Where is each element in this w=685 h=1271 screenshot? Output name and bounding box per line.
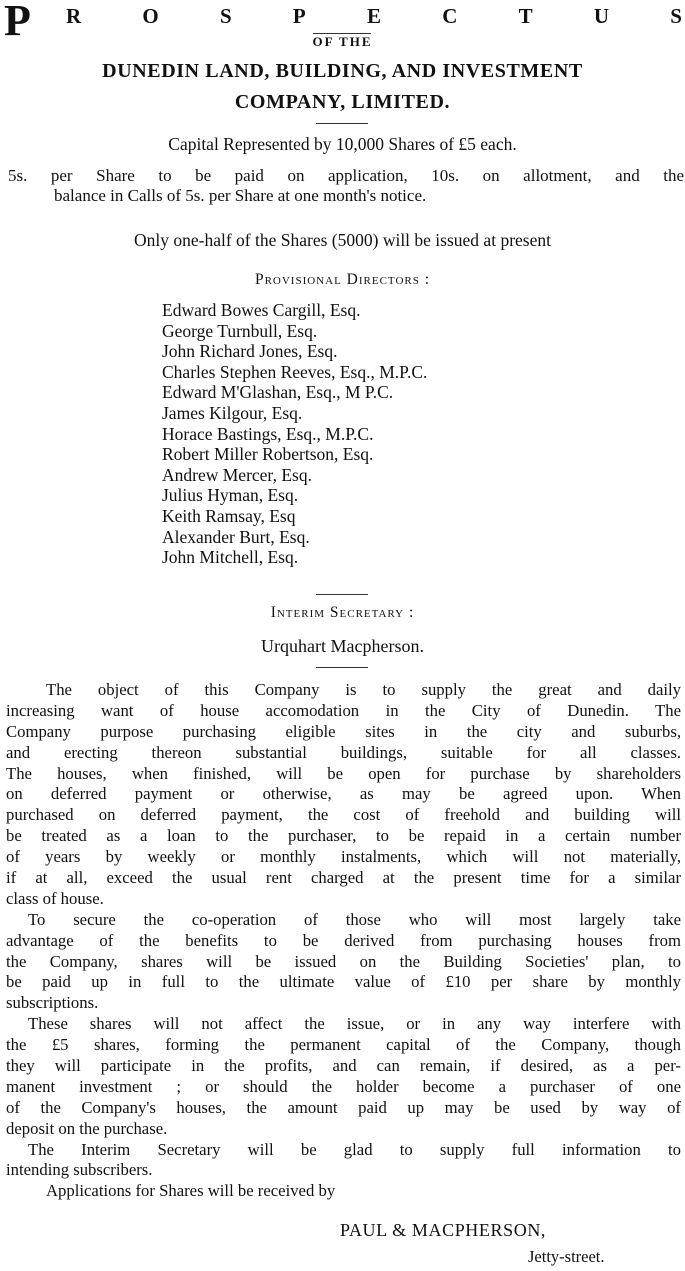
- director-name: Edward Bowes Cargill, Esq.: [162, 300, 361, 320]
- director-name: John Mitchell, Esq.: [162, 547, 299, 568]
- director-name: James Kilgour, Esq.: [162, 402, 303, 423]
- body-line: of the Company's houses, the amount paid up may be used by way of: [6, 1097, 681, 1117]
- title-letter: S: [670, 4, 682, 28]
- body-line: be treated as a loan to the purchaser, to be repaid in a certain number: [6, 826, 681, 846]
- body-line: if at all, exceed the usual rent charged at the present time for a similar: [6, 868, 681, 888]
- secretary-name: Urquhart Macpherson.: [261, 636, 424, 656]
- body-line: To secure the co-operation of those who will most largely take: [28, 909, 681, 929]
- director-name: John Richard Jones, Esq.: [162, 341, 338, 362]
- director-name: Horace Bastings, Esq., M.P.C.: [162, 423, 374, 444]
- title-letter: O: [142, 4, 159, 28]
- body-line: be paid up in full to the ultimate value of £10 per share by monthly: [6, 972, 681, 992]
- body-line: manent investment ; or should the holder become a purchaser of one: [6, 1076, 681, 1096]
- body-line: These shares will not affect the issue, or in any way interfere with: [28, 1014, 681, 1034]
- body-line: subscriptions.: [6, 993, 99, 1013]
- payment-terms-line-1: 5s. per Share to be paid on application, 10s. on allotment, and the: [8, 166, 684, 185]
- body-line: the £5 shares, forming the permanent capital of the Company, though: [6, 1035, 681, 1055]
- company-name-line-2: COMPANY, LIMITED.: [234, 91, 451, 113]
- body-line: Company purpose purchasing eligible sites in the city and suburbs,: [6, 721, 681, 741]
- body-line: on deferred payment or otherwise, as may be agreed upon. When: [6, 784, 681, 804]
- director-name: Edward M'Glashan, Esq., M P.C.: [162, 382, 394, 403]
- title-letter: T: [518, 4, 533, 28]
- body-line: they will participate in the profits, and can remain, if desired, as a per-: [6, 1056, 681, 1076]
- payment-terms: [8, 166, 684, 206]
- body-line: Applications for Shares will be received by: [46, 1181, 336, 1201]
- section-divider: [316, 123, 368, 124]
- capital-statement: Capital Represented by 10,000 Shares of £5 each.: [168, 134, 517, 154]
- company-name-line-1: DUNEDIN LAND, BUILDING, AND INVESTMENT: [102, 60, 583, 82]
- of-the-label: OF THE: [312, 34, 373, 49]
- director-name: Alexander Burt, Esq.: [162, 526, 310, 547]
- firm-address: Jetty-street.: [528, 1247, 605, 1266]
- firm-name: PAUL & MACPHERSON,: [340, 1220, 547, 1240]
- director-name: Julius Hyman, Esq.: [162, 485, 299, 506]
- body-line: and erecting thereon substantial buildings, suitable for all classes.: [6, 742, 681, 762]
- title-initial: P: [4, 0, 31, 45]
- director-name: Charles Stephen Reeves, Esq., M.P.C.: [162, 361, 428, 382]
- title-letter: R: [66, 4, 82, 28]
- payment-terms-line-2: balance in Calls of 5s. per Share at one month's notice.: [54, 186, 427, 205]
- title-letter: E: [366, 4, 381, 28]
- body-line: purchased on deferred payment, the cost of freehold and building will: [6, 805, 681, 825]
- secretary-heading: Interim Secretary :: [270, 604, 415, 621]
- body-line: class of house.: [6, 888, 104, 908]
- title-letter: P: [292, 4, 306, 28]
- director-name: Keith Ramsay, Esq: [162, 505, 296, 526]
- title-letters: [66, 4, 682, 29]
- body-line: intending subscribers.: [6, 1160, 153, 1180]
- directors-heading: Provisional Directors :: [254, 271, 431, 288]
- director-name: Robert Miller Robertson, Esq.: [162, 444, 374, 465]
- directors-list: [162, 300, 427, 568]
- body-line: of years by weekly or monthly instalments, which will not materially,: [6, 847, 681, 867]
- section-divider: [316, 667, 368, 668]
- title-letter: U: [593, 4, 610, 28]
- body-line: The object of this Company is to supply the great and daily: [46, 680, 681, 699]
- director-name: Andrew Mercer, Esq.: [162, 464, 312, 485]
- director-name: George Turnbull, Esq.: [162, 320, 318, 341]
- body-line: The houses, when finished, will be open for purchase by shareholders: [6, 763, 681, 783]
- title-letter: S: [219, 4, 232, 28]
- prospectus-body: [6, 680, 681, 1202]
- body-line: the Company, shares will be issued on the Building Societies' plan, to: [6, 951, 681, 971]
- shares-issue-note: Only one-half of the Shares (5000) will be issued at present: [134, 230, 551, 250]
- body-line: increasing want of house accomodation in the City of Dunedin. The: [6, 700, 681, 720]
- section-divider: [316, 594, 368, 595]
- body-line: advantage of the benefits to be derived from purchasing houses from: [6, 930, 681, 950]
- title-letter: C: [442, 4, 458, 28]
- body-line: deposit on the purchase.: [6, 1118, 168, 1138]
- body-line: The Interim Secretary will be glad to supply full information to: [28, 1139, 681, 1159]
